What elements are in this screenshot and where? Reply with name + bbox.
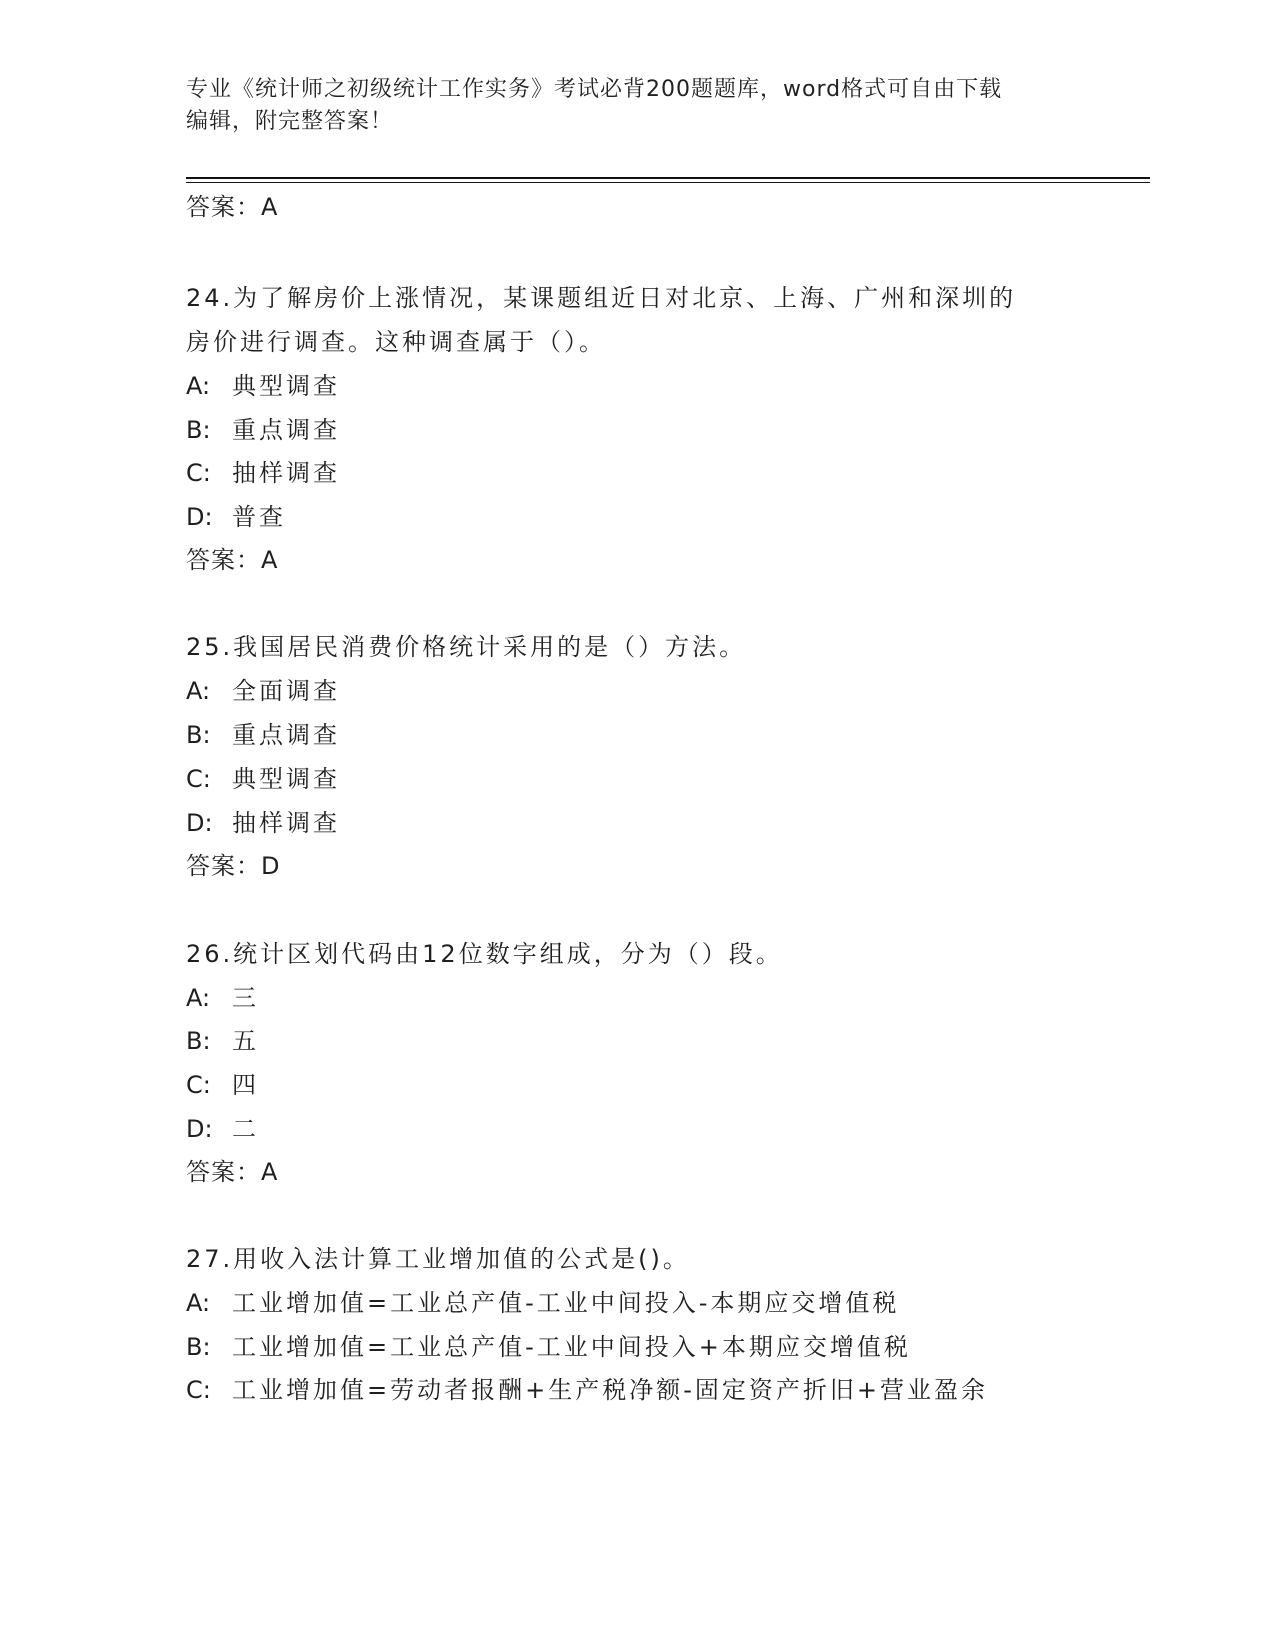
option-text: 典型调查 (232, 765, 340, 793)
option-text: 重点调查 (232, 416, 340, 444)
option-text: 抽样调查 (232, 459, 340, 487)
option-key: C: (186, 765, 211, 793)
question-24-option-b (186, 413, 340, 447)
option-text: 三 (232, 984, 259, 1012)
option-key: D: (186, 503, 213, 531)
question-27-option-c (186, 1373, 988, 1407)
option-key: A: (186, 372, 211, 400)
question-24-option-c (186, 456, 340, 490)
header-divider (186, 177, 1150, 179)
option-text: 五 (232, 1027, 259, 1055)
option-text: 四 (232, 1071, 259, 1099)
option-key: D: (186, 1115, 213, 1143)
question-25-option-a (186, 674, 340, 708)
question-25-answer: 答案：D (186, 852, 281, 880)
question-27-stem: 27.用收入法计算工业增加值的公式是()。 (186, 1245, 690, 1273)
option-key: B: (186, 721, 211, 749)
option-text: 普查 (232, 503, 286, 531)
option-key: C: (186, 1071, 211, 1099)
question-27-option-a (186, 1286, 899, 1320)
header-line-2: 编辑，附完整答案！ (186, 109, 394, 134)
header-divider-thin (186, 182, 1150, 183)
question-25-option-b (186, 718, 340, 752)
header-line-1: 专业《统计师之初级统计工作实务》考试必背200题题库，word格式可自由下载 (186, 77, 1003, 102)
option-text: 工业增加值=工业总产值-工业中间投入+本期应交增值税 (232, 1333, 911, 1361)
option-text: 二 (232, 1115, 259, 1143)
question-24-answer: 答案：A (186, 546, 279, 574)
question-27-option-b (186, 1330, 911, 1364)
question-26-option-b (186, 1024, 259, 1058)
option-key: C: (186, 1376, 211, 1404)
option-text: 工业增加值=工业总产值-工业中间投入-本期应交增值税 (232, 1289, 900, 1317)
option-text: 典型调查 (232, 372, 340, 400)
option-key: A: (186, 677, 211, 705)
question-24-option-a (186, 369, 340, 403)
document-header (186, 74, 1086, 138)
question-26-answer: 答案：A (186, 1158, 279, 1186)
question-26-option-d (186, 1112, 259, 1146)
question-25-option-d (186, 806, 340, 840)
option-key: B: (186, 416, 211, 444)
question-26-stem: 26.统计区划代码由12位数字组成，分为（）段。 (186, 940, 783, 968)
question-25-stem: 25.我国居民消费价格统计采用的是（）方法。 (186, 633, 747, 661)
question-26-option-a (186, 981, 259, 1015)
option-text: 抽样调查 (232, 809, 340, 837)
option-text: 工业增加值=劳动者报酬+生产税净额-固定资产折旧+营业盈余 (232, 1376, 988, 1404)
option-key: D: (186, 809, 213, 837)
option-key: C: (186, 459, 211, 487)
question-24-stem-cont: 房价进行调查。这种调查属于（）。 (186, 328, 606, 356)
question-25-option-c (186, 762, 340, 796)
option-key: A: (186, 1289, 211, 1317)
answer-line: 答案：A (186, 193, 279, 221)
option-key: B: (186, 1027, 211, 1055)
option-key: B: (186, 1333, 211, 1361)
question-26-option-c (186, 1068, 259, 1102)
option-text: 重点调查 (232, 721, 340, 749)
option-key: A: (186, 984, 211, 1012)
question-24-option-d (186, 500, 286, 534)
option-text: 全面调查 (232, 677, 340, 705)
question-24-stem: 24.为了解房价上涨情况，某课题组近日对北京、上海、广州和深圳的 (186, 284, 1017, 312)
